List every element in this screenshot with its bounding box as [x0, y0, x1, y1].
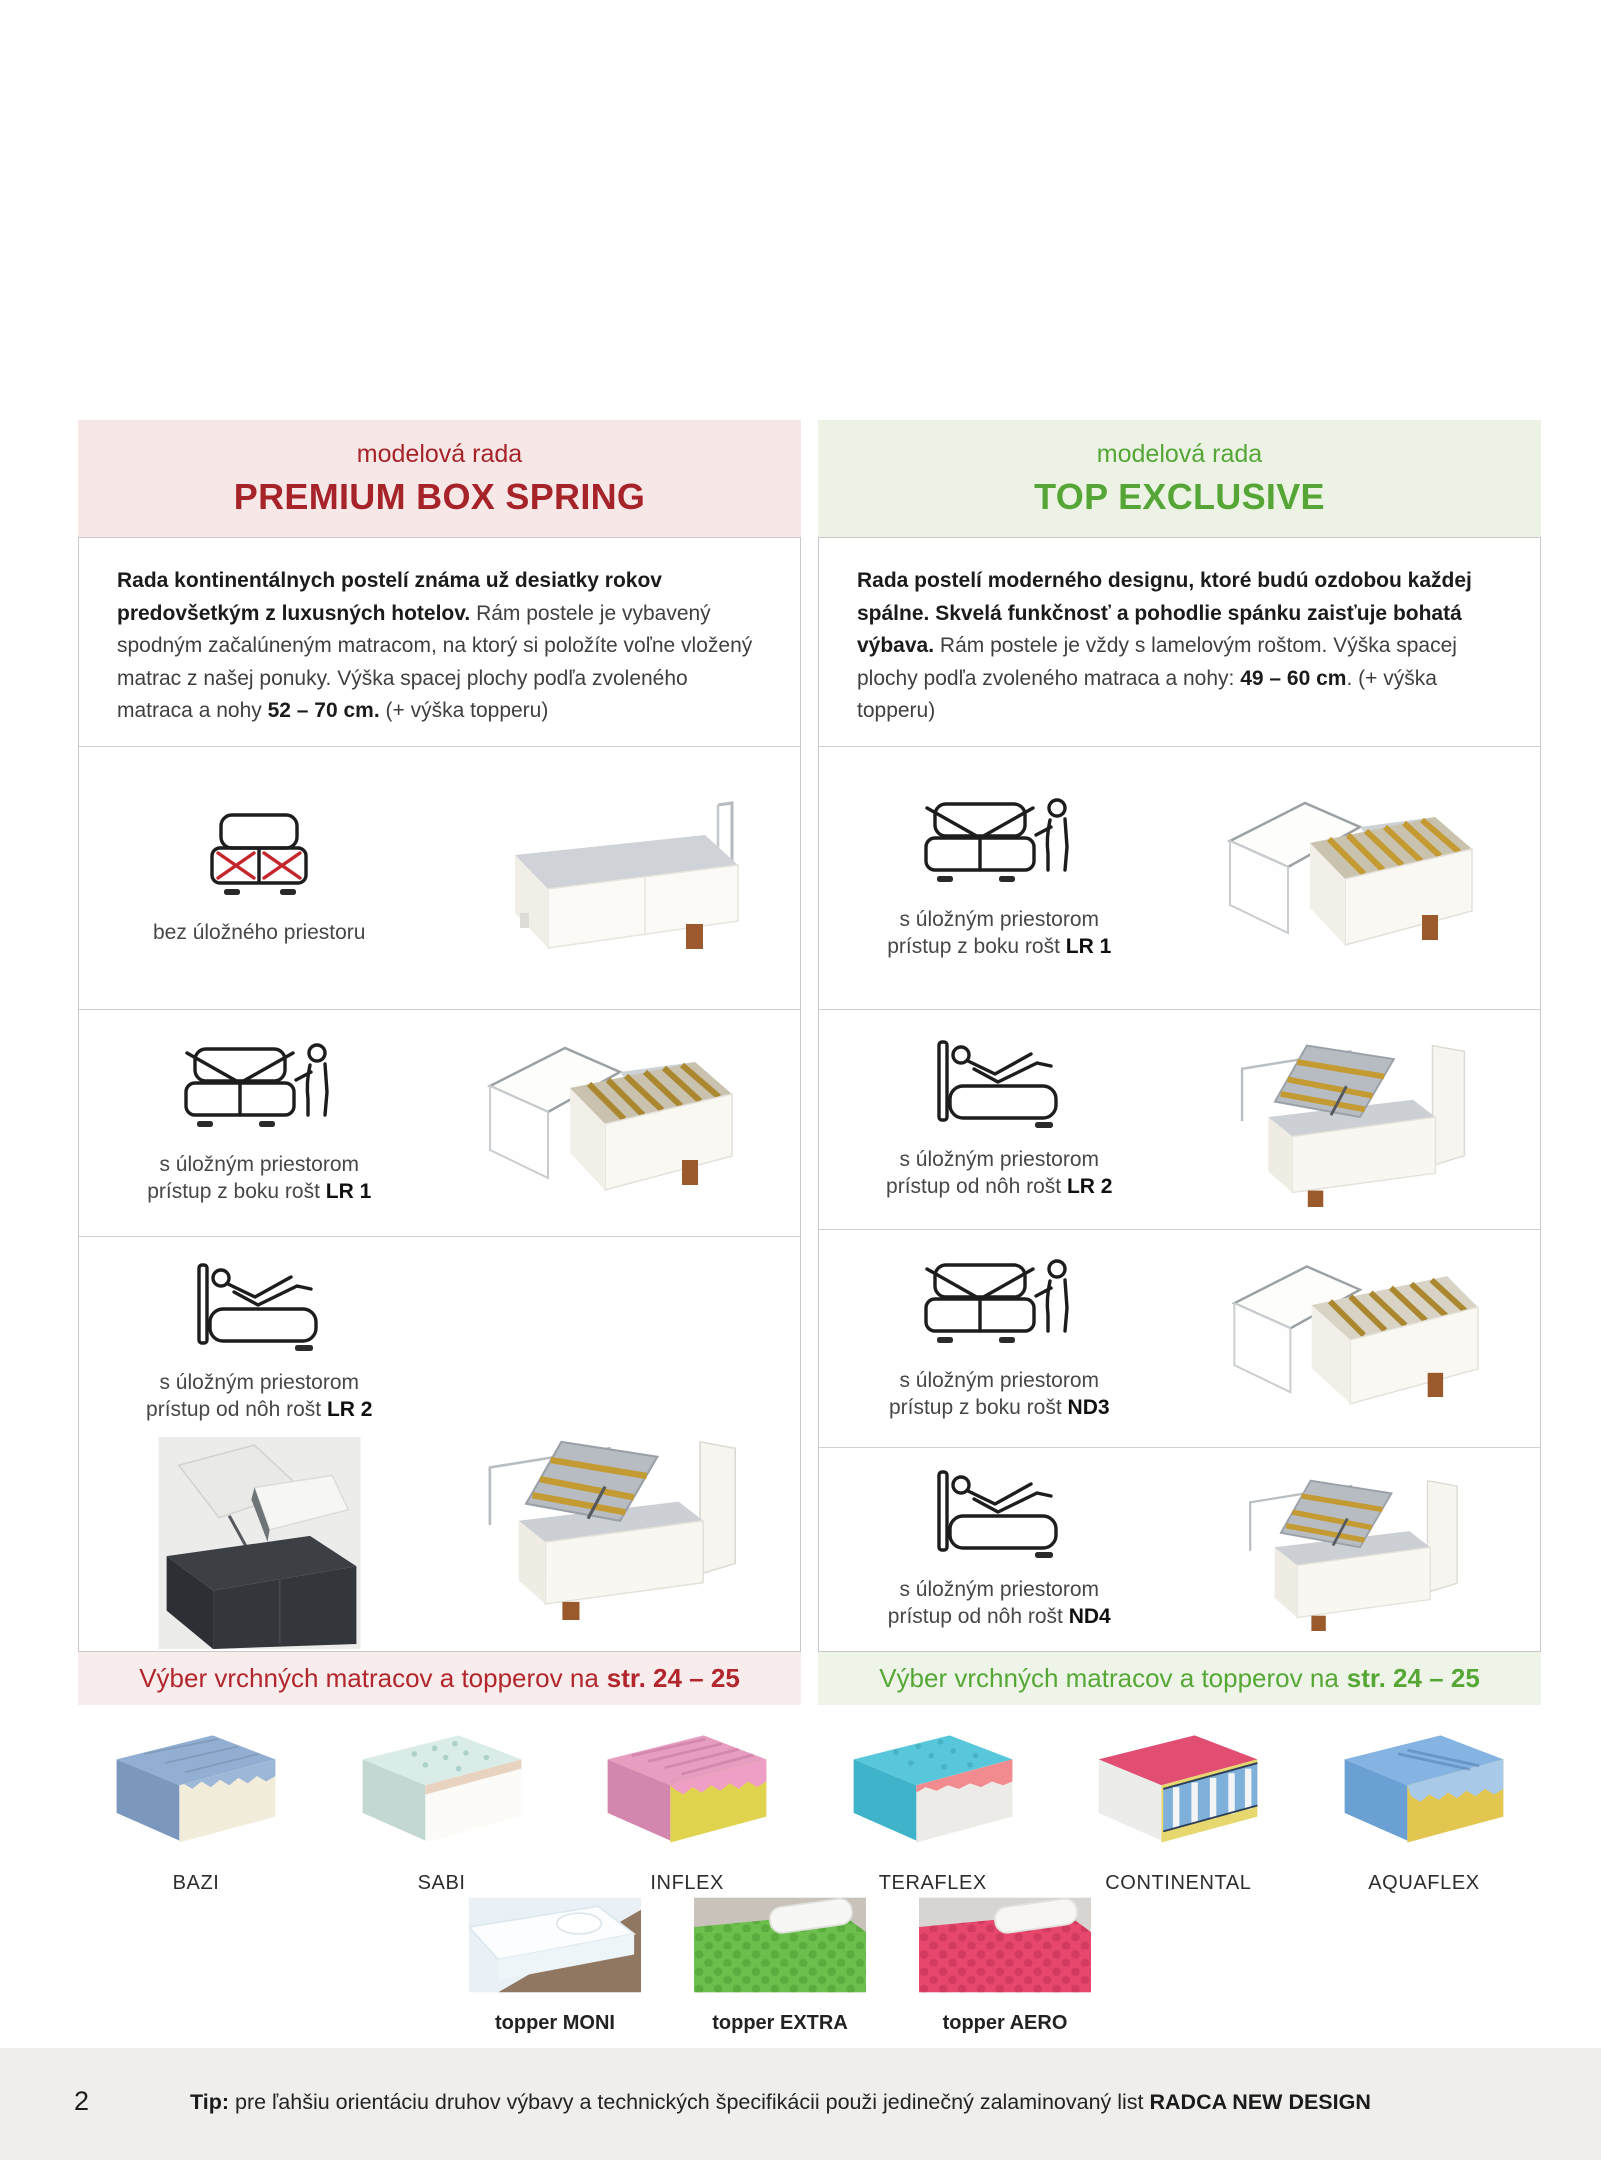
mattress-label: TERAFLEX [878, 1872, 987, 1894]
bed-open-side-person-icon [175, 1041, 343, 1137]
topper-item [455, 1896, 655, 2035]
top-row3-icon-cell [819, 1230, 1180, 1447]
premium-box [78, 537, 801, 1652]
mattress-item [82, 1728, 310, 1895]
mattress-photo-sabi [348, 1728, 536, 1848]
top-exclusive-header [818, 420, 1541, 537]
premium-row3-label: s úložným priestorom prístup od nôh rošt LR 2 [146, 1371, 373, 1421]
mattress-item [819, 1728, 1047, 1895]
premium-row3-photo-cell [440, 1237, 801, 1651]
footer-bar [0, 2048, 1601, 2160]
premium-row2-label: s úložným priestorom prístup z boku rošt LR 1 [147, 1153, 372, 1203]
mattress-label: CONTINENTAL [1105, 1872, 1252, 1894]
mattress-photo-aquaflex [1330, 1728, 1518, 1848]
column-premium-box-spring [78, 420, 801, 1705]
slats-open-flat-photo [1215, 1247, 1505, 1431]
top-row3-label: s úložným priestorom prístup z boku rošt ND3 [888, 1368, 1110, 1419]
top-row-lr2 [819, 1009, 1540, 1229]
top-exclusive-description: Rada postelí moderného designu, ktoré budú ozdobou každej spálne. Skvelá funkčnosť a pohodlie spánku zaisťuje bohatá výbava. Rám postele je vždy s lamelovým roštom. Výška spacej plochy podľa zvoleného matraca a nohy: 49 – 60 cm. (+ výška topperu) [857, 569, 1472, 722]
corner-bed-lift-photo [460, 1399, 780, 1649]
top-exclusive-eyebrow: modelová rada [1096, 439, 1263, 468]
bed-open-side-person-icon [915, 796, 1083, 892]
top-exclusive-description-bold: Rada postelí moderného designu, ktoré budú ozdobou každej spálne. Skvelá funkčnosť a pohodlie spánku zaisťuje bohatá výbava. [857, 569, 1472, 657]
dark-bed-open-photo [157, 1437, 362, 1649]
premium-row2-photo-cell [440, 1010, 801, 1236]
boxspring-open-side-photo [470, 1028, 770, 1218]
footer-tip: Tip: pre ľahšiu orientáciu druhov výbavy a technických špecifikácii použi jedinečný zalaminovaný list RADCA NEW DESIGN [190, 2090, 1371, 2114]
premium-row1-label: bez úložného priestoru [153, 920, 366, 944]
page-number: 2 [74, 2086, 90, 2116]
top-exclusive-description-text: Rám postele je vždy s lamelovým roštom. Výška spacej plochy podľa zvoleného matraca a nohy: [857, 634, 1457, 690]
top-row-lr1 [819, 746, 1540, 1009]
premium-title: PREMIUM BOX SPRING [233, 475, 646, 517]
mattress-label: INFLEX [650, 1872, 724, 1894]
top-row1-label: s úložným priestorom prístup z boku rošt LR 1 [887, 908, 1112, 958]
topper-label: topper EXTRA [712, 2012, 848, 2034]
mattress-item [1310, 1728, 1538, 1895]
mattress-label: AQUAFLEX [1368, 1872, 1480, 1894]
bed-footlift-person-icon [919, 1040, 1079, 1132]
mattress-photo-teraflex [839, 1728, 1027, 1848]
premium-row1-photo-cell [440, 747, 801, 1009]
top-row1-photo-cell [1180, 747, 1541, 1009]
bed-footlift-person-icon [919, 1470, 1079, 1562]
mattress-strip [82, 1728, 1538, 1895]
topper-item [680, 1896, 880, 2035]
premium-description-bold: Rada kontinentálnych postelí známa už desiatky rokov predovšetkým z luxusných hotelov. [117, 569, 662, 625]
mattress-item [573, 1728, 801, 1895]
premium-header [78, 420, 801, 537]
bed-open-side-person-icon [915, 1257, 1083, 1353]
top-row-nd4 [819, 1447, 1540, 1651]
topper-photo-aero [919, 1896, 1091, 1994]
premium-row-no-storage [79, 746, 800, 1009]
topper-label: topper MONI [495, 2012, 615, 2034]
premium-description: Rada kontinentálnych postelí známa už desiatky rokov predovšetkým z luxusných hotelov. Rám postele je vybavený spodným začalúneným matracom, na ktorý si položíte voľne vložený matrac z našej ponuky. Výška spacej plochy podľa zvoleného matraca a nohy 52 – 70 cm. (+ výška topperu) [117, 569, 753, 722]
top-row-nd3 [819, 1229, 1540, 1447]
mattress-photo-inflex [593, 1728, 781, 1848]
top-row1-icon-cell [819, 747, 1180, 1009]
top-row4-photo-cell [1180, 1448, 1541, 1651]
top-exclusive-title: TOP EXCLUSIVE [1034, 475, 1325, 517]
top-row4-icon-cell [819, 1448, 1180, 1651]
column-top-exclusive [818, 420, 1541, 1705]
mattress-label: BAZI [172, 1872, 220, 1894]
premium-eyebrow: modelová rada [356, 439, 523, 468]
premium-row1-icon-cell [79, 747, 440, 1009]
slat-frame-raised-photo [1210, 783, 1510, 973]
premium-row-lr2 [79, 1236, 800, 1651]
corner-bed-lift-photo [1225, 1464, 1495, 1636]
premium-row-lr1 [79, 1009, 800, 1236]
premium-footer-strip: Výber vrchných matracov a topperov na str. 24 – 25 [78, 1652, 801, 1705]
premium-row3-icon-cell [79, 1237, 440, 1651]
mattress-item [328, 1728, 556, 1895]
topper-photo-moni [469, 1896, 641, 1994]
topper-item [905, 1896, 1105, 2035]
bed-base-photo [470, 792, 770, 964]
top-row2-label: s úložným priestorom prístup od nôh rošt LR 2 [886, 1147, 1113, 1198]
mattress-label: SABI [417, 1872, 466, 1894]
topper-photo-extra [694, 1896, 866, 1994]
bed-no-storage-icon [197, 811, 321, 905]
top-exclusive-footer-strip: Výber vrchných matracov a topperov na str. 24 – 25 [818, 1652, 1541, 1705]
top-row3-photo-cell [1180, 1230, 1541, 1447]
top-row4-label: s úložným priestorom prístup od nôh rošt ND4 [887, 1577, 1111, 1628]
mattress-photo-bazi [102, 1728, 290, 1848]
top-exclusive-box [818, 537, 1541, 1652]
premium-description-text: Rám postele je vybavený spodným začalúneným matracom, na ktorý si položíte voľne vložený matrac z našej ponuky. Výška spacej plochy podľa zvoleného matraca a nohy [117, 601, 753, 722]
mattress-photo-continental [1084, 1728, 1272, 1848]
topper-strip [455, 1896, 1105, 2035]
top-row2-photo-cell [1180, 1010, 1541, 1229]
mattress-item [1064, 1728, 1292, 1895]
corner-bed-lift-photo [1215, 1028, 1505, 1212]
topper-label: topper AERO [942, 2012, 1068, 2034]
bed-footlift-person-icon [179, 1263, 339, 1355]
premium-row2-icon-cell [79, 1010, 440, 1236]
top-row2-icon-cell [819, 1010, 1180, 1229]
